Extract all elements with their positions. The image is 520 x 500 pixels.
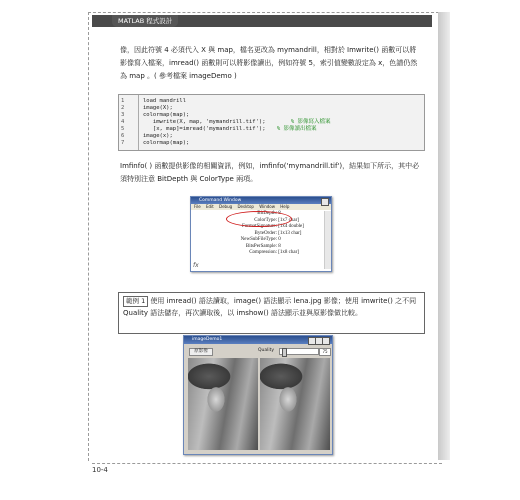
- menu-window[interactable]: Window: [259, 204, 276, 209]
- example-box: [118, 292, 425, 334]
- code-comment: % 影像寫入檔案: [290, 119, 331, 125]
- menu-debug[interactable]: Debug: [219, 204, 233, 209]
- close-icon[interactable]: [321, 198, 329, 206]
- line-number: 7: [121, 140, 125, 146]
- example-text: 使用 imread() 語法讀取，image() 語法顯示 lena.jpg 影像；使用 imwrite() 之不同 Quality 語法儲存，再次讀取後，以 imshow() 語法顯示並與原影像做比較。: [123, 297, 417, 317]
- field-row: ColorType: [1x7 char]: [254, 217, 299, 223]
- fx-prompt: fx: [193, 262, 199, 269]
- compressed-image: [260, 358, 330, 450]
- page-number: 10-4: [92, 466, 108, 474]
- window-titlebar: [184, 336, 332, 344]
- code-gutter: [138, 95, 139, 150]
- footer-rule: [92, 463, 442, 465]
- menu-bar: [191, 204, 331, 210]
- menu-help[interactable]: Help: [280, 204, 290, 209]
- paragraph-2: Imfinfo( ) 函數提供影像的相關資訊，例如，imfinfo('mymandrill.tif')，結果如下所示，其中必須特別注意 BitDepth 與 ColorType 兩項。: [120, 162, 420, 183]
- line-number: 2: [121, 105, 125, 111]
- line-number: 1: [121, 98, 125, 104]
- vertical-scrollbar[interactable]: [324, 211, 331, 269]
- page-edge-strip: [438, 12, 450, 460]
- quality-input[interactable]: 75: [319, 348, 331, 356]
- command-window: [190, 196, 332, 272]
- code-text: colormap(map);: [143, 140, 190, 146]
- code-text: imwrite(X, map, 'mymandrill.tif');: [143, 119, 266, 125]
- chapter-tab: MATLAB 程式設計: [112, 15, 178, 27]
- close-icon[interactable]: [322, 337, 330, 345]
- line-number: 3: [121, 112, 125, 118]
- field-row: BitsPerSample: 8: [245, 243, 281, 249]
- quality-slider[interactable]: [279, 348, 319, 355]
- original-image: [188, 358, 258, 450]
- window-title: imageDemo1: [192, 337, 223, 342]
- image-demo-window: [183, 335, 333, 455]
- highlight-circle: [226, 211, 292, 227]
- code-text: image(x);: [143, 133, 173, 139]
- field-row: NewSubFileType: 0: [240, 237, 281, 242]
- line-number: 5: [121, 126, 125, 132]
- field-row: Compression: [1x8 char]: [249, 250, 299, 255]
- code-text: load mandrill: [143, 98, 187, 104]
- line-number: 6: [121, 133, 125, 139]
- menu-edit[interactable]: Edit: [205, 204, 214, 209]
- code-listing: [118, 94, 425, 151]
- code-comment: % 影像讀出檔案: [276, 126, 317, 132]
- menu-file[interactable]: File: [194, 204, 201, 209]
- code-text: image(X);: [143, 105, 173, 111]
- quality-label: Quality: [258, 348, 275, 353]
- slider-thumb[interactable]: [282, 348, 287, 357]
- example-content: [123, 295, 419, 319]
- field-row: FormatSignature: [1x4 double]: [242, 224, 304, 229]
- menu-desktop[interactable]: Desktop: [237, 204, 254, 209]
- line-number: 4: [121, 119, 125, 125]
- field-row: BitDepth: 8: [257, 211, 281, 216]
- code-text: [x, map]=imread('mymandrill.tif');: [143, 126, 266, 132]
- window-titlebar: [191, 197, 331, 204]
- code-text: colormap(map);: [143, 112, 190, 118]
- paragraph-1: 像，因此符號 4 必須代入 X 與 map，檔名更改為 mymandrill，相對於 Imwrite() 函數可以將影像寫入檔案，imread() 函數則可以將影像讀出，例如符號 5，索引值變數設定為 x，色譜仍然為 map 。( 參考檔案 imageDemo ): [120, 46, 418, 80]
- field-row: ByteOrder: [1x13 char]: [254, 230, 302, 236]
- window-title: Command Window: [199, 198, 242, 203]
- example-label: 範例 1: [123, 296, 148, 307]
- original-image-button[interactable]: 原影像: [189, 348, 213, 356]
